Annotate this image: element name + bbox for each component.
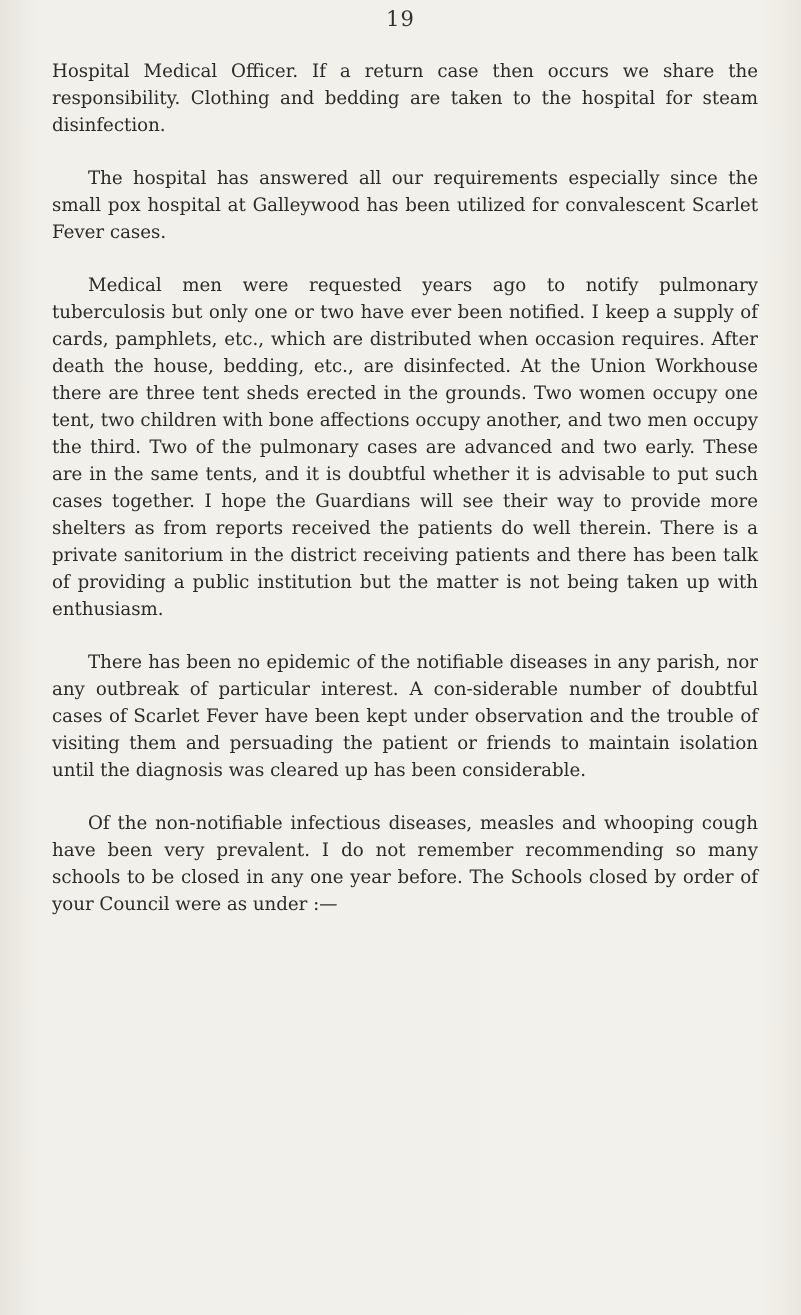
paragraph-tuberculosis: Medical men were requested years ago to notify pulmonary tuberculosis but only one or two have ever been notified. I keep a supply of cards, pamphlets, etc., which are distributed when occasion requires. After death the house, bedding, etc., are disinfected. At the Union Workhouse there are three tent sheds erected in the grounds. Two women occupy one tent, two children with bone affections occupy another, and two men occupy the third. Two of the pulmonary cases are advanced and two early. These are in the same tents, and it is doubtful whether it is advisable to put such cases together. I hope the Guardians will see their way to provide more shelters as from reports received the patients do well therein. There is a private sanitorium in the district receiving patients and there has been talk of providing a public institution but the matter is not being taken up with enthusiasm. (52, 275, 758, 620)
paragraph-hospital-officer: Hospital Medical Officer. If a return case then occurs we share the responsibility. Clothing and bedding are taken to the hospital for steam disinfection. (52, 61, 758, 136)
body-text (52, 58, 758, 918)
page-number: 19 (386, 7, 415, 31)
paragraph-notifiable-diseases: There has been no epidemic of the notifiable diseases in any parish, nor any outbreak of particular interest. A con-siderable number of doubtful cases of Scarlet Fever have been kept under observation and the trouble of visiting them and persuading the patient or friends to maintain isolation until the diagnosis was cleared up has been considerable. (52, 652, 758, 781)
paragraph-non-notifiable-diseases: Of the non-notifiable infectious diseases, measles and whooping cough have been very prevalent. I do not remember recommending so many schools to be closed in any one year before. The Schools closed by order of your Council were as under :— (52, 813, 758, 915)
paragraph-hospital-requirements: The hospital has answered all our requirements especially since the small pox hospital at Galleywood has been utilized for convalescent Scarlet Fever cases. (52, 168, 758, 243)
